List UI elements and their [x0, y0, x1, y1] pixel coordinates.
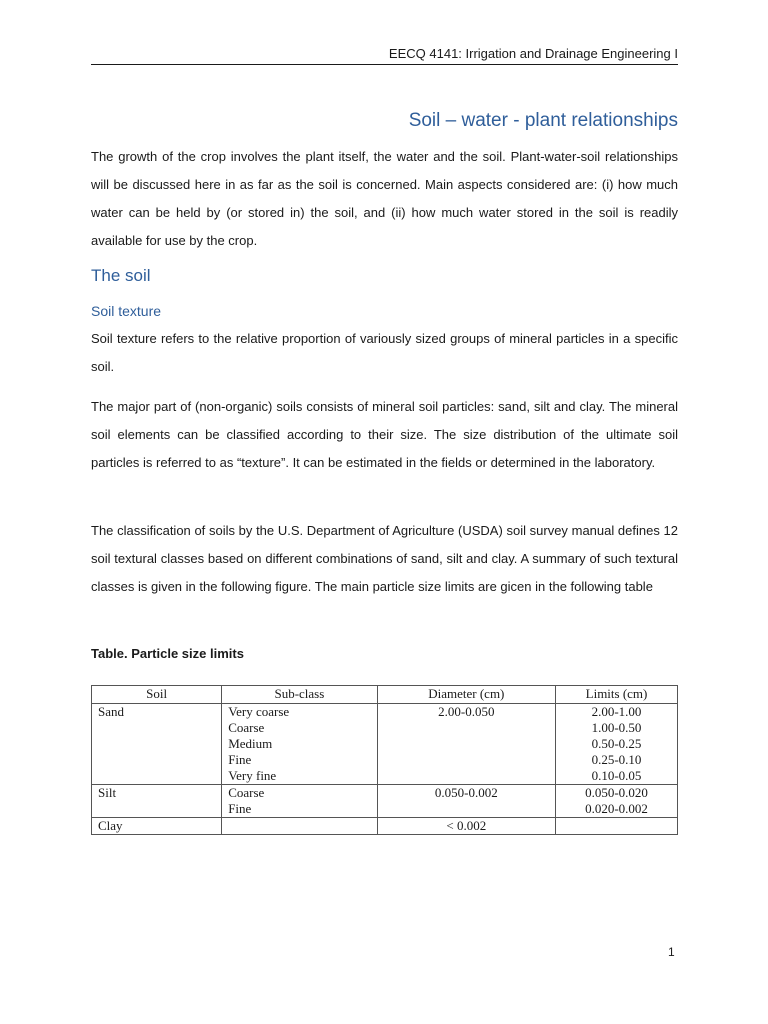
- table-row-clay: [92, 818, 678, 835]
- cell-soil: Clay: [92, 818, 222, 835]
- table-caption: Table. Particle size limits: [91, 646, 244, 661]
- cell-subclasses: [222, 818, 377, 835]
- cell-subclasses: [222, 704, 377, 785]
- limit-item: 0.10-0.05: [591, 768, 642, 783]
- subclass-item: Very fine: [228, 768, 277, 783]
- cell-diameter: 2.00-0.050: [377, 704, 555, 785]
- table-row-silt: [92, 785, 678, 818]
- table-row-sand: [92, 704, 678, 785]
- cell-soil: Silt: [92, 785, 222, 818]
- paragraph-usda-classification: The classification of soils by the U.S. Department of Agriculture (USDA) soil survey manual defines 12 soil textural classes based on different combinations of sand, silt and clay. A summary of such textural classes is given in the following figure. The main particle size limits are gicen in the following table: [91, 523, 678, 594]
- subsection-heading: Soil texture: [91, 303, 162, 319]
- subclass-item: Medium: [228, 736, 273, 751]
- cell-limits: [556, 704, 678, 785]
- subclass-item: Very coarse: [228, 704, 290, 719]
- limit-item: 0.050-0.020: [585, 785, 648, 800]
- subclass-item: Fine: [228, 801, 252, 816]
- running-header: EECQ 4141: Irrigation and Drainage Engineering I: [91, 46, 678, 65]
- subclass-item: Fine: [228, 752, 252, 767]
- paragraph-texture-definition: Soil texture refers to the relative proportion of variously sized groups of mineral particles in a specific soil.: [91, 331, 678, 374]
- intro-paragraph: The growth of the crop involves the plant itself, the water and the soil. Plant-water-soil relationships will be discussed here in as far as the soil is concerned. Main aspects considered are: (i) how much water can be held by (or stored in) the soil, and (ii) how much water stored in the soil is readily available for use by the crop.: [91, 149, 678, 248]
- cell-subclasses: [222, 785, 377, 818]
- limit-item: 0.020-0.002: [585, 801, 648, 816]
- limit-item: 0.25-0.10: [591, 752, 642, 767]
- page-title: Soil – water - plant relationships: [408, 110, 678, 131]
- cell-diameter: 0.050-0.002: [377, 785, 555, 818]
- column-header-diameter: Diameter (cm): [377, 686, 555, 704]
- column-header-subclass: Sub-class: [222, 686, 377, 704]
- limit-item: 0.50-0.25: [591, 736, 642, 751]
- cell-limits: [556, 785, 678, 818]
- table-header-row: [92, 686, 678, 704]
- column-header-soil: Soil: [92, 686, 222, 704]
- limit-item: 2.00-1.00: [591, 704, 642, 719]
- cell-soil: Sand: [92, 704, 222, 785]
- section-heading: The soil: [91, 266, 151, 285]
- cell-limits: [556, 818, 678, 835]
- page-number: 1: [668, 945, 675, 959]
- particle-size-table: [91, 685, 678, 835]
- limit-item: 1.00-0.50: [591, 720, 642, 735]
- paragraph-mineral-particles: The major part of (non-organic) soils consists of mineral soil particles: sand, silt and clay. The mineral soil elements can be classified according to their size. The size distribution of the ultimate soil particles is referred to as “texture”. It can be estimated in the fields or determined in the laboratory.: [91, 399, 678, 470]
- subclass-item: Coarse: [228, 720, 265, 735]
- column-header-limits: Limits (cm): [556, 686, 678, 704]
- cell-diameter: < 0.002: [377, 818, 555, 835]
- subclass-item: Coarse: [228, 785, 265, 800]
